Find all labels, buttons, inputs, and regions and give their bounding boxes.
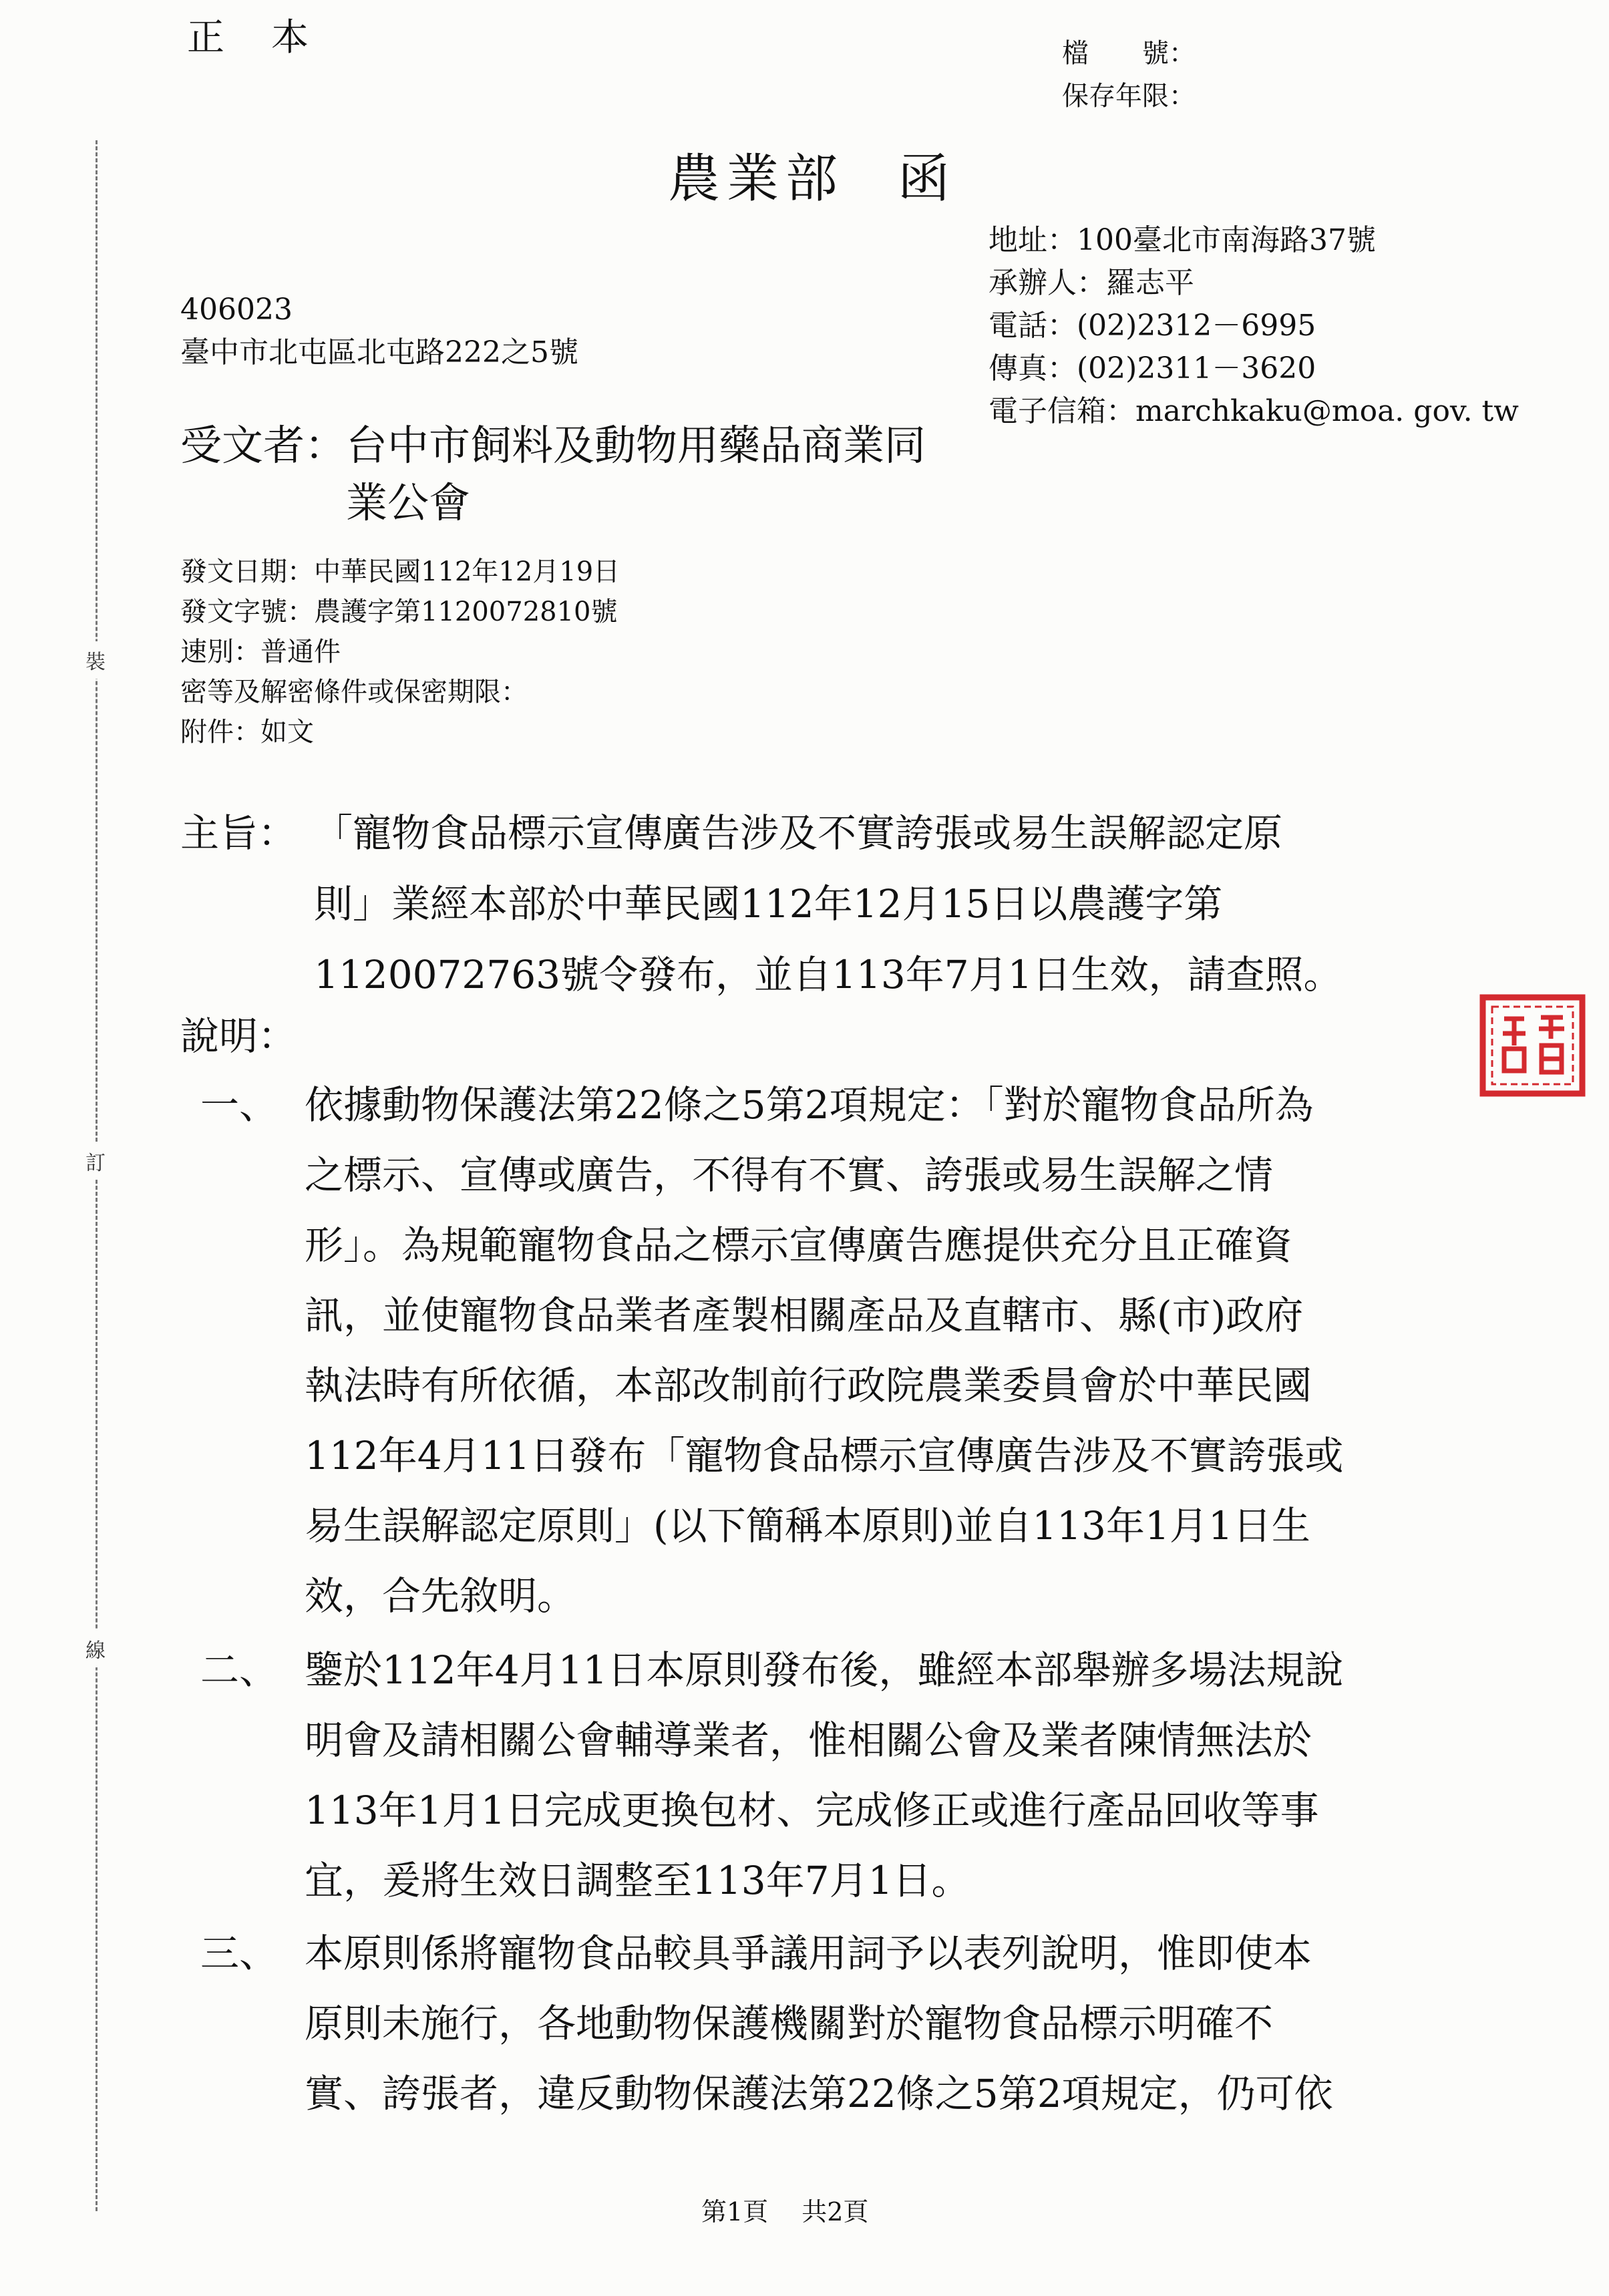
item-line: 易生誤解認定原則」(以下簡稱本原則)並自113年1月1日生: [305, 1503, 1310, 1548]
street-address: 臺中市北屯區北屯路222之5號: [180, 335, 578, 369]
speed-class: 速別：普通件: [180, 637, 341, 667]
document-meta: [180, 552, 620, 752]
recipient-label: 受文者：: [180, 421, 347, 470]
file-number: 檔 號：: [1062, 38, 1196, 69]
issue-date: 發文日期：中華民國112年12月19日: [180, 556, 620, 587]
item-line: 明會及請相關公會輔導業者，惟相關公會及業者陳情無法於: [305, 1717, 1312, 1763]
explanation-item-2: [200, 1635, 1469, 1916]
item-line: 執法時有所依循，本部改制前行政院農業委員會於中華民國: [305, 1363, 1312, 1408]
postal-code: 406023: [180, 293, 293, 327]
item-line: 宜，爰將生效日調整至113年7月1日。: [305, 1858, 970, 1903]
document-type: 函: [898, 149, 957, 209]
subject-label: 主旨：: [180, 810, 297, 856]
item-number: 三、: [200, 1931, 279, 1976]
item-line: 形」。為規範寵物食品之標示宣傳廣告應提供充分且正確資: [305, 1222, 1293, 1268]
binding-mark-xian: 線: [85, 1630, 106, 1667]
secrecy-level: 密等及解密條件或保密期限：: [180, 677, 528, 707]
item-line: 原則未施行，各地動物保護機關對於寵物食品標示明確不: [305, 2001, 1274, 2046]
contact-block: [989, 219, 1519, 433]
page-total: 共2頁: [801, 2197, 869, 2227]
page-number: 第1頁: [701, 2197, 769, 2227]
issuer-name: 農業部: [668, 149, 845, 209]
item-number: 一、: [200, 1082, 279, 1128]
retention-period: 保存年限：: [1062, 81, 1196, 112]
item-line: 實、誇張者，違反動物保護法第22條之5第2項規定，仍可依: [305, 2071, 1333, 2116]
item-line: 本原則係將寵物食品較具爭議用詞予以表列說明，惟即使本: [305, 1931, 1312, 1976]
contact-fax: 傳真：(02)2311－3620: [989, 351, 1316, 385]
subject-section: [180, 798, 1469, 1010]
binding-mark-ding: 訂: [85, 1142, 106, 1180]
explanation-item-3: [200, 1919, 1469, 2129]
file-info: [1062, 32, 1196, 118]
subject-line: 「寵物食品標示宣傳廣告涉及不實誇張或易生誤解認定原: [314, 810, 1283, 856]
item-line: 依據動物保護法第22條之5第2項規定：「對於寵物食品所為: [305, 1082, 1314, 1128]
item-line: 113年1月1日完成更換包材、完成修正或進行產品回收等事: [305, 1788, 1319, 1833]
document-title: [668, 137, 956, 212]
document-number: 發文字號：農護字第1120072810號: [180, 597, 618, 627]
contact-handler: 承辦人：羅志平: [989, 266, 1194, 300]
item-line: 之標示、宣傳或廣告，不得有不實、誇張或易生誤解之情: [305, 1152, 1274, 1198]
copy-mark: 正本: [187, 16, 355, 59]
contact-address: 地址：100臺北市南海路37號: [989, 223, 1376, 257]
subject-line: 1120072763號令發布，並自113年7月1日生效，請查照。: [314, 952, 1343, 997]
item-number: 二、: [200, 1647, 279, 1693]
binding-mark-zhuang: 裝: [85, 641, 106, 679]
item-line: 訊，並使寵物食品業者產製相關產品及直轄市、縣(市)政府: [305, 1293, 1304, 1338]
explanation-item-1: [200, 1070, 1469, 1631]
item-line: 鑒於112年4月11日本原則發布後，雖經本部舉辦多場法規說: [305, 1647, 1344, 1693]
recipient-name-line1: 台中市飼料及動物用藥品商業同: [346, 421, 926, 470]
official-seal-stamp: [1477, 992, 1588, 1099]
recipient: [180, 417, 926, 532]
subject-line: 則」業經本部於中華民國112年12月15日以農護字第: [314, 881, 1223, 927]
item-line: 效，合先敘明。: [305, 1573, 576, 1619]
item-line: 112年4月11日發布「寵物食品標示宣傳廣告涉及不實誇張或: [305, 1433, 1344, 1478]
contact-email: 電子信箱：marchkaku@moa. gov. tw: [989, 394, 1519, 428]
explanation-label: 說明：: [180, 1013, 297, 1059]
attachment: 附件：如文: [180, 717, 314, 748]
contact-phone: 電話：(02)2312－6995: [989, 309, 1316, 343]
page-footer: [701, 2191, 868, 2228]
recipient-name-line2: 業公會: [346, 478, 471, 527]
recipient-mailing-address: [180, 289, 578, 374]
